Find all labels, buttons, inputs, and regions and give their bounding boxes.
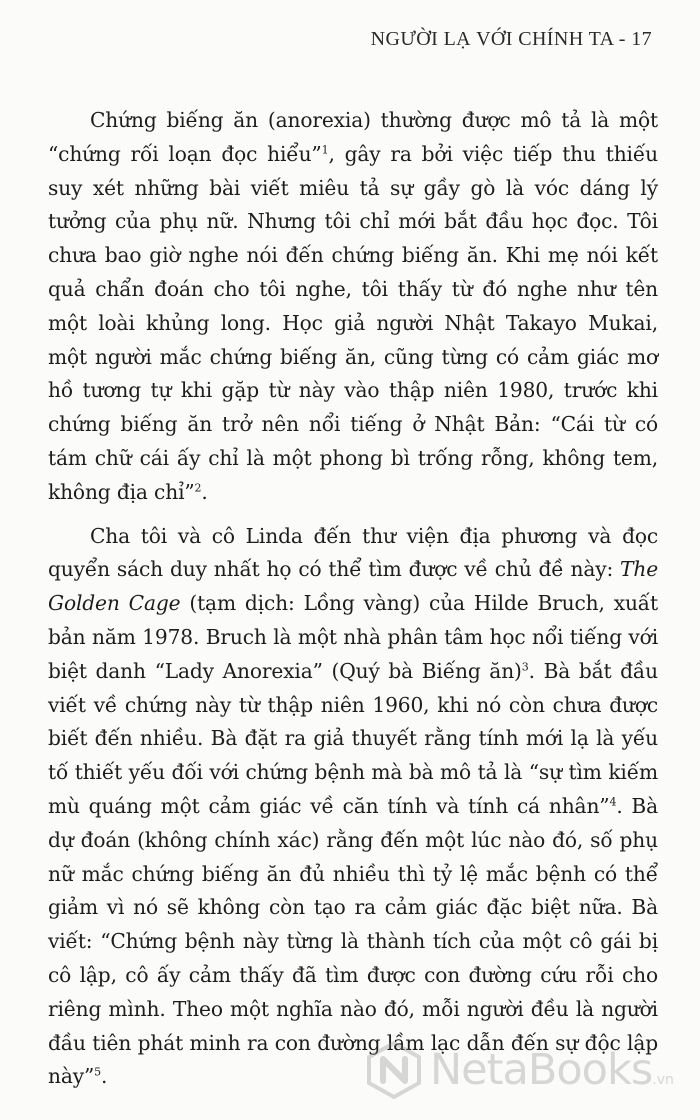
footnote-ref-5: 5: [94, 1065, 102, 1079]
netabooks-watermark: [366, 1040, 696, 1100]
paragraph-2-text-b: (tạm dịch: Lồng vàng) của Hilde Bruch, xuất bản năm 1978. Bruch là một nhà phân tâm học nổi tiếng với biệt danh “Lady Anorexia” (Quý bà Biếng ăn): [48, 591, 658, 683]
footnote-ref-4: 4: [609, 795, 617, 809]
paragraph-1-text-c: .: [201, 479, 208, 504]
paragraph-2-text-a: Cha tôi và cô Linda đến thư viện địa phương và đọc quyển sách duy nhất họ có thể tìm được về chủ đề này:: [48, 523, 658, 582]
watermark-suffix: .vn: [652, 1072, 674, 1088]
body-text: [48, 104, 658, 1094]
paragraph-1-text-a: Chứng biếng ăn (anorexia) thường được mô tả là một “chứng rối loạn đọc hiểu”: [48, 108, 658, 166]
paragraph-1-text-b: , gây ra bởi việc tiếp thu thiếu suy xét những bài viết miêu tả sự gầy gò là vóc dáng lý tưởng của phụ nữ. Nhưng tôi chỉ mới bắt đầu học đọc. Tôi chưa bao giờ nghe nói đến chứng biếng ăn. Khi mẹ nói kết quả chẩn đoán cho tôi nghe, tôi thấy từ đó nghe như tên một loài khủng long. Học giả người Nhật Takayo Mukai, một người mắc chứng biếng ăn, cũng từng có cảm giác mơ hồ tương tự khi gặp từ này vào thập niên 1980, trước khi chứng biếng ăn trở nên nổi tiếng ở Nhật Bản: “Cái từ có tám chữ cái ấy chỉ là một phong bì trống rỗng, không tem, không địa chỉ”: [48, 141, 658, 504]
paragraph-2-text-e: .: [101, 1064, 108, 1089]
paragraph-2-text-c: . Bà bắt đầu viết về chứng này từ thập niên 1960, khi nó còn chưa được biết đến nhiều. Bà đặt ra giả thuyết rằng tính mới lạ là yếu tố thiết yếu đối với chứng bệnh mà bà mô tả là “sự tìm kiếm mù quáng một cảm giác về căn tính và tính cá nhân”: [48, 658, 659, 818]
book-title: The Golden Cage: [48, 557, 658, 616]
footnote-ref-1: 1: [321, 143, 329, 157]
watermark-brand: [430, 1045, 674, 1095]
paragraph-2: [48, 520, 658, 1095]
footnote-ref-2: 2: [194, 481, 202, 495]
paragraph-2-text-d: . Bà dự đoán (không chính xác) rằng đến một lúc nào đó, số phụ nữ mắc chứng biếng ăn đủ nhiều thì tỷ lệ mắc bệnh có thể giảm vì nó sẽ không còn tạo ra cảm giác đặc biệt nữa. Bà viết: “Chứng bệnh này từng là thành tích của một cô gái bị cô lập, cô ấy cảm thấy đã tìm được con đường cứu rỗi cho riêng mình. Theo một nghĩa nào đó, mỗi người đều là người đầu tiên phát minh ra con đường lầm lạc dẫn đến sự độc lập này”: [48, 793, 659, 1089]
paragraph-1: [48, 104, 658, 510]
running-header: NGƯỜI LẠ VỚI CHÍNH TA - 17: [370, 28, 652, 50]
footnote-ref-3: 3: [521, 660, 529, 674]
netabooks-logo-icon: [366, 1041, 422, 1099]
watermark-brand-name: NetaBooks: [430, 1045, 653, 1095]
